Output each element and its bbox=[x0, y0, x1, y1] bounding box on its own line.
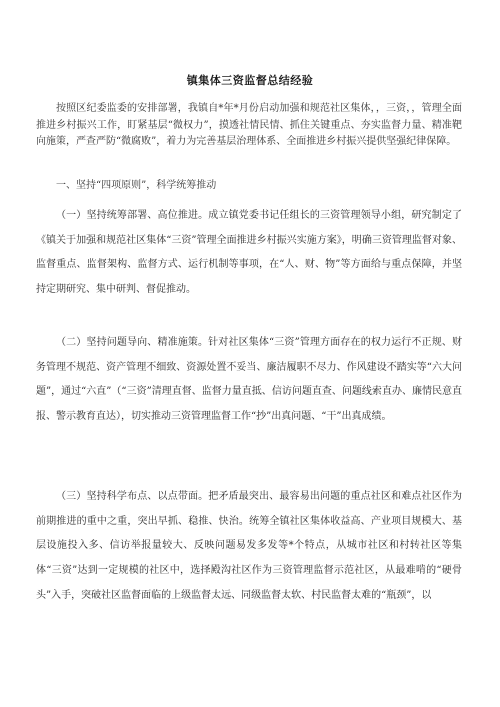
body-paragraph-2: （二）坚持问题导向、精准施策。针对社区集体“三资”管理方面存在的权力运行不正规、财务管理不规范、资产管理不细致、资源处置不妥当、廉洁履职不尽力、作风建设不踏实等“六大问题”，通过“六直”（“三资”清理直督、监督力量直抵、信访问题直查、问题线索直办、廉情民意直报、警示教育直达），切实推动三资管理监督工作“抄”出真问题、“干”出真成绩。 bbox=[36, 337, 462, 423]
body-paragraph-1: （一）坚持统筹部署、高位推进。成立镇党委书记任组长的三资管理领导小组，研究制定了《镇关于加强和规范社区集体“三资”管理全面推进乡村振兴实施方案》，明确三资管理监督对象、监督重点、监督架构、监督方式、运行机制等事项，在“人、财、物”等方面给与重点保障，并坚持定期研究、集中研判、督促推动。 bbox=[36, 210, 462, 296]
section-heading: 一、坚持“四项原则”，科学统筹推动 bbox=[56, 180, 217, 191]
document-title: 镇集体三资监督总结经验 bbox=[186, 74, 314, 87]
body-paragraph-3: （三）坚持科学布点、以点带面。把矛盾最突出、最容易出问题的重点社区和难点社区作为前期推进的重中之重，突出早抓、稳推、快治。统筹全镇社区集体收益高、产业项目规模大、基层设施投入多、信访举报量较大、反映问题易发多发等*个特点，从城市社区和村转社区等集体“三资”达到一定规模的社区中，选择殿沟社区作为三资管理监督示范社区，从最难啃的“硬骨头”入手，突破社区监督面临的上级监督太远、同级监督太软、村民监督太难的“瓶颈”，以 bbox=[36, 491, 462, 601]
intro-paragraph: 按照区纪委监委的安排部署，我镇自*年*月份启动加强和规范社区集体，，三资，，管理全面推进乡村振兴工作，盯紧基层“微权力”，摸透社情民情、抓住关键重点、夯实监督力量、精准靶向施策，严查严防“微腐败”，着力为完善基层治理体系、全面推进乡村振兴提供坚强纪律保障。 bbox=[36, 103, 462, 147]
